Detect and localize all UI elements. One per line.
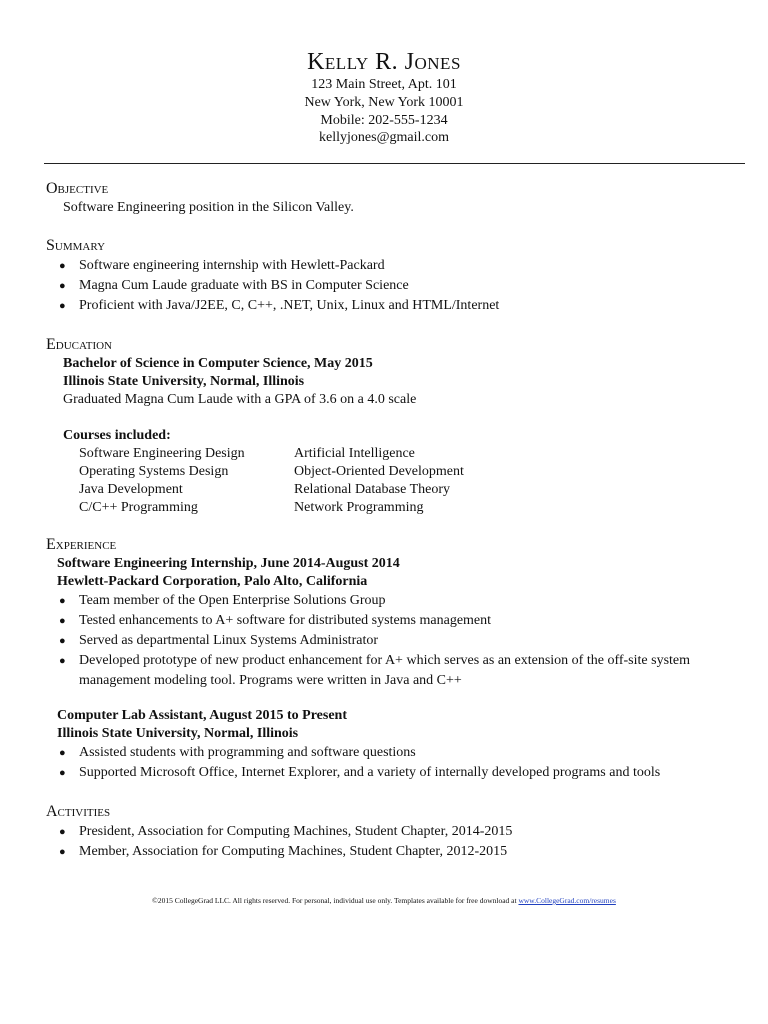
course-item: Object-Oriented Development [294,464,464,479]
course-item: Operating Systems Design [79,464,229,479]
education-section [46,335,746,517]
course-item: Artificial Intelligence [294,446,415,461]
course-item: Relational Database Theory [294,482,451,497]
bullet-icon: ● [59,260,66,272]
bullet-icon: ● [59,767,66,779]
bullet-icon: ● [59,826,66,838]
list-item: ● Member, Association for Computing Machines, Student Chapter, 2012-2015 [46,842,746,862]
job-title: Computer Lab Assistant, August 2015 to Present [57,708,348,723]
summary-list [46,256,746,316]
job-duties-list [46,743,746,783]
header-divider [44,163,745,164]
list-item: ● Supported Microsoft Office, Internet Explorer, and a variety of internally developed programs and tools [46,763,746,783]
course-item: C/C++ Programming [79,500,198,515]
activities-list [46,822,746,862]
course-item: Java Development [79,482,183,497]
list-item: ● Team member of the Open Enterprise Solutions Group [46,591,746,611]
copyright-text: ©2015 CollegeGrad LLC. All rights reserved. For personal, individual use only. Templates available for free download at [152,896,519,905]
activities-heading: Activities [46,803,111,820]
job-organization: Hewlett-Packard Corporation, Palo Alto, California [57,574,368,589]
experience-section [46,535,746,783]
objective-text: Software Engineering position in the Silicon Valley. [63,200,354,215]
bullet-icon: ● [59,280,66,292]
list-item: ● Served as departmental Linux Systems Administrator [46,631,746,651]
job-title: Software Engineering Internship, June 2014-August 2014 [57,556,400,571]
bullet-icon: ● [59,595,66,607]
objective-heading: Objective [46,180,109,197]
summary-heading: Summary [46,237,106,254]
job-organization: Illinois State University, Normal, Illinois [57,726,299,741]
degree: Bachelor of Science in Computer Science, May 2015 [63,356,373,371]
bullet-icon: ● [59,300,66,312]
address-line-2: New York, New York 10001 [304,94,464,110]
school: Illinois State University, Normal, Illinois [63,374,305,389]
list-item: ● Tested enhancements to A+ software for distributed systems management [46,611,746,631]
experience-heading: Experience [46,536,117,553]
gpa-text: Graduated Magna Cum Laude with a GPA of 3.6 on a 4.0 scale [63,392,417,407]
email-address: kellyjones@gmail.com [319,130,449,146]
course-item: Network Programming [294,500,424,515]
bullet-icon: ● [59,846,66,858]
list-item: ● President, Association for Computing Machines, Student Chapter, 2014-2015 [46,822,746,842]
summary-section [46,236,746,316]
bullet-icon: ● [59,615,66,627]
footer-notice [0,896,768,906]
list-item-continuation: management modeling tool. Programs were written in Java and C++ [79,673,462,688]
templates-link[interactable]: www.CollegeGrad.com/resumes [518,896,616,905]
list-item: ● Developed prototype of new product enhancement for A+ which serves as an extension of the off-site system [46,651,746,671]
courses-grid [46,445,746,517]
bullet-icon: ● [59,747,66,759]
list-item: ● Assisted students with programming and software questions [46,743,746,763]
list-item: ● Proficient with Java/J2EE, C, C++, .NET, Unix, Linux and HTML/Internet [46,296,746,316]
courses-label: Courses included: [63,428,171,443]
bullet-icon: ● [59,655,66,667]
list-item: ● Magna Cum Laude graduate with BS in Computer Science [46,276,746,296]
address-line-1: 123 Main Street, Apt. 101 [311,77,457,92]
job-duties-list [46,591,746,691]
course-item: Software Engineering Design [79,446,245,461]
resume-header [0,48,768,147]
bullet-icon: ● [59,635,66,647]
mobile-phone: Mobile: 202-555-1234 [320,112,448,128]
activities-section [46,802,746,862]
objective-section [46,179,746,217]
education-heading: Education [46,336,112,353]
list-item: ● Software engineering internship with Hewlett-Packard [46,256,746,276]
candidate-name: Kelly R. Jones [307,49,461,75]
